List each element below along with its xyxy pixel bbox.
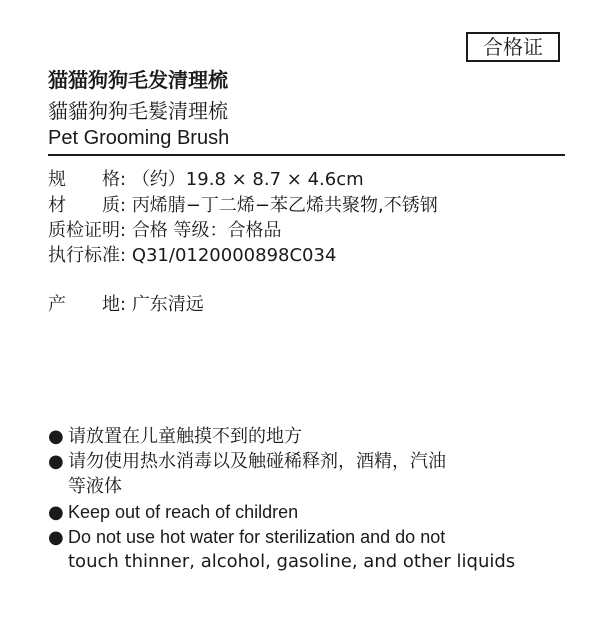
- spec-value: 合格 等级：合格品: [131, 220, 282, 241]
- warning-text: 请勿使用热水消毒以及触碰稀释剂，酒精，汽油: [68, 451, 446, 472]
- warning-text: 请放置在儿童触摸不到的地方: [68, 426, 302, 447]
- warning-en-1: [48, 499, 298, 526]
- spec-standard: [48, 243, 336, 269]
- spec-label: 执行标准:: [48, 245, 127, 266]
- certificate-badge: 合格证: [466, 32, 560, 62]
- warning-zh-2-cont: 等液体: [68, 476, 122, 497]
- spec-label: 质检证明:: [48, 220, 127, 241]
- spec-origin: [48, 292, 204, 318]
- title-simplified: 猫猫狗狗毛发清理梳: [48, 68, 228, 92]
- title-traditional: 貓貓狗狗毛髮清理梳: [48, 99, 228, 123]
- warning-zh-2: [48, 449, 446, 475]
- spec-value: （约）19.8 × 8.7 × 4.6cm: [131, 169, 364, 190]
- spec-value: 广东清远: [131, 294, 204, 315]
- spec-label: 材 质:: [48, 195, 127, 216]
- spec-value: 丙烯腈−丁二烯−苯乙烯共聚物,不锈钢: [131, 195, 438, 216]
- title-english: Pet Grooming Brush: [48, 127, 230, 149]
- bullet-icon: ●: [48, 451, 64, 472]
- spec-label: 产 地:: [48, 294, 127, 315]
- warning-en-2-cont: touch thinner, alcohol, gasoline, and other liquids: [68, 551, 516, 572]
- bullet-icon: ●: [48, 502, 64, 523]
- spec-material: [48, 193, 438, 219]
- bullet-icon: ●: [48, 426, 64, 447]
- spec-label: 规 格:: [48, 169, 127, 190]
- bullet-icon: ●: [48, 527, 64, 548]
- warning-zh-1: [48, 424, 302, 450]
- warning-text: Do not use hot water for sterilization and do not: [68, 527, 446, 547]
- spec-value: Q31/0120000898C034: [131, 245, 337, 266]
- warning-text: Keep out of reach of children: [68, 502, 299, 522]
- warning-en-2: [48, 524, 445, 551]
- divider: [48, 154, 565, 156]
- spec-size: [48, 167, 364, 193]
- spec-inspection: [48, 218, 282, 244]
